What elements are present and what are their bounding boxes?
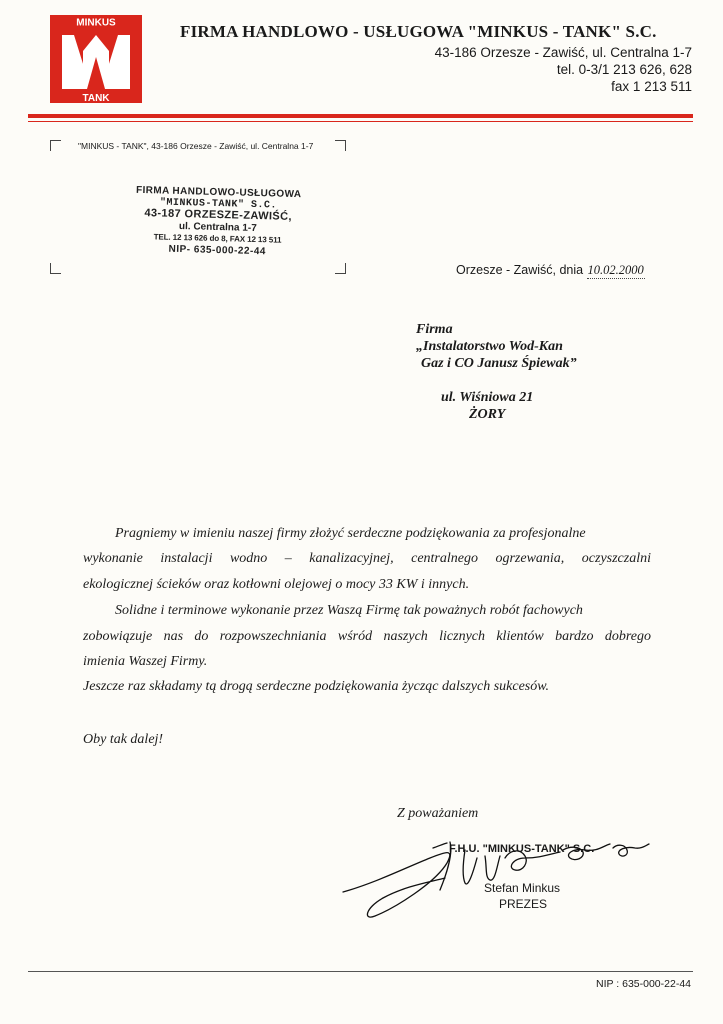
signer-title: PREZES [499, 897, 548, 911]
footer-rule [28, 971, 693, 972]
company-logo [50, 15, 142, 103]
body-p1-line-2: wykonanie instalacji wodno – kanalizacyjnej, centralnego ogrzewania, oczyszczalni [83, 551, 651, 566]
recipient-line-2: „Instalatorstwo Wod-Kan [416, 339, 563, 354]
recipient-city: ŻORY [469, 407, 506, 422]
body-p3: Jeszcze raz składamy tą drogą serdeczne podziękowania życząc dalszych sukcesów. [83, 679, 550, 694]
body-p1-line-3: ekologicznej ścieków oraz kotłowni olejowej o mocy 33 KW i innych. [83, 577, 470, 592]
signer-name: Stefan Minkus [484, 881, 561, 895]
window-corner-top-left [50, 140, 61, 151]
return-address: "MINKUS - TANK", 43-186 Orzesze - Zawiść, ul. Centralna 1-7 [78, 141, 314, 151]
logo-bottom-text: TANK [82, 93, 110, 103]
body-p1-line-1: Pragniemy w imieniu naszej firmy złożyć serdeczne podziękowania za profesjonalne [115, 526, 586, 541]
signature-stamp: F.H.U. "MINKUS-TANK" S.C. [449, 843, 595, 855]
company-address: 43-186 Orzesze - Zawiść, ul. Centralna 1-7 [434, 45, 692, 60]
logo-top-text: MINKUS [76, 17, 116, 29]
recipient-street: ul. Wiśniowa 21 [441, 390, 534, 405]
window-corner-top-right [335, 140, 346, 151]
salutation: Z poważaniem [397, 806, 479, 821]
company-phone: tel. 0-3/1 213 626, 628 [556, 62, 692, 77]
body-p2-line-3: imienia Waszej Firmy. [83, 654, 208, 669]
recipient-line-1: Firma [416, 322, 453, 337]
company-fax: fax 1 213 511 [611, 79, 692, 94]
date-line [456, 263, 645, 279]
stamp-line-2: "MINKUS-TANK" S.C. [159, 196, 278, 212]
header-rule-thin [28, 121, 693, 122]
stamp-line-5: TEL. 12 13 626 do 8, FAX 12 13 511 [153, 232, 282, 245]
stamp-line-6: NIP- 635-000-22-44 [168, 243, 267, 257]
stamp-line-3: 43-187 ORZESZE-ZAWIŚĆ, [144, 207, 293, 223]
window-corner-bottom-right [335, 263, 346, 274]
body-p2-line-2: zobowiązuje nas do rozpowszechniania wśród naszych licznych klientów bardzo dobrego [83, 629, 651, 644]
footer-nip: NIP : 635-000-22-44 [596, 978, 691, 990]
company-name: FIRMA HANDLOWO - USŁUGOWA "MINKUS - TANK" S.C. [180, 22, 657, 41]
body-p2-line-1: Solidne i terminowe wykonanie przez Waszą Firmę tak poważnych robót fachowych [115, 603, 583, 618]
recipient-line-3: Gaz i CO Janusz Śpiewak” [421, 356, 577, 371]
stamp-line-4: ul. Centralna 1-7 [178, 220, 257, 234]
handwritten-signature [335, 828, 655, 923]
window-corner-bottom-left [50, 263, 61, 274]
header-rule-thick [28, 114, 693, 118]
company-stamp [117, 184, 319, 258]
date-value: 10.02.2000 [587, 263, 644, 277]
closing-wish: Oby tak dalej! [83, 732, 164, 747]
date-prefix: Orzesze - Zawiść, dnia [456, 263, 584, 277]
stamp-line-1: FIRMA HANDLOWO-USŁUGOWA [135, 184, 302, 201]
